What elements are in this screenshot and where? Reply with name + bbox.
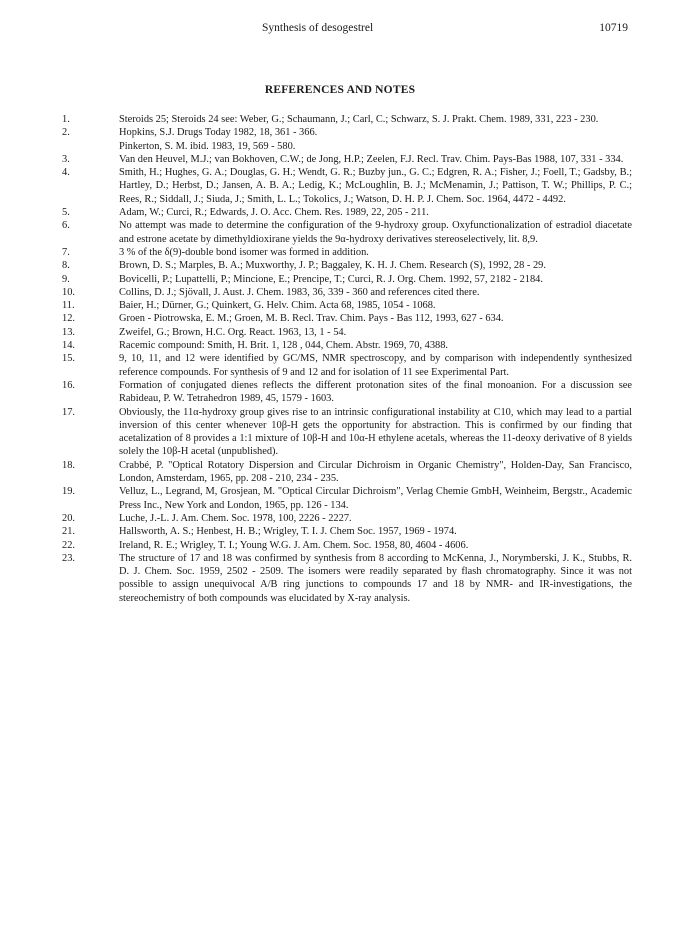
reference-number: 21.	[62, 526, 75, 538]
reference-number: 1.	[62, 114, 70, 125]
reference-text: Bovicelli, P.; Lupattelli, P.; Mincione, E.; Prencipe, T.; Curci, R. J. Org. Chem. 1992, 57, 2182 - 2184.	[119, 273, 543, 285]
reference-item	[62, 339, 632, 352]
reference-item	[62, 552, 632, 605]
reference-text: Hallsworth, A. S.; Henbest, H. B.; Wrigley, T. I. J. Chem Soc. 1957, 1969 - 1974.	[119, 526, 457, 538]
reference-item	[62, 459, 632, 486]
reference-item	[62, 219, 632, 246]
reference-number: 7.	[62, 246, 70, 258]
reference-number: 23.	[62, 552, 75, 564]
reference-text: Zweifel, G.; Brown, H.C. Org. React. 1963, 13, 1 - 54.	[119, 326, 347, 338]
reference-number: 8.	[62, 260, 70, 272]
reference-number: 5.	[62, 207, 70, 219]
reference-number: 11.	[62, 300, 75, 312]
reference-text: Luche, J.-L. J. Am. Chem. Soc. 1978, 100, 2226 - 2227.	[119, 512, 352, 524]
section-title: REFERENCES AND NOTES	[264, 84, 416, 96]
reference-item	[62, 259, 632, 272]
reference-item	[62, 379, 632, 406]
reference-text: No attempt was made to determine the configuration of the 9-hydroxy group. Oxyfunctionalization of estradiol diacetate and estrone acetate by dimethyldioxirane yields the 9α-hydroxy derivatives stereoselectively, lit. 8,9.	[119, 220, 632, 245]
reference-text: The structure of 17 and 18 was confirmed by synthesis from 8 according to McKenna, J., Norymberski, J. K., Stubbs, R. D. J. Chem. Soc. 1959, 2502 - 2509. The isomers were readily separated by flash chromatography. Since it was not possible to assign unequivocal A/B ring junctions to compounds 17 and 18 by NMR- and IR-investigations, the stereochemistry of both compounds was elucidated by X-ray analysis.	[119, 552, 632, 604]
reference-number: 9.	[62, 273, 70, 285]
reference-item	[62, 286, 632, 299]
reference-item	[62, 539, 632, 552]
reference-item	[62, 485, 632, 512]
reference-number: 16.	[62, 379, 75, 391]
reference-list	[62, 113, 632, 605]
reference-text: Steroids 25; Steroids 24 see: Weber, G.; Schaumann, J.; Carl, C.; Schwarz, S. J. Prakt. Chem. 1989, 331, 223 - 230.	[119, 114, 599, 125]
reference-number: 13.	[62, 326, 75, 338]
reference-item	[62, 525, 632, 538]
reference-item	[62, 326, 632, 339]
reference-number: 2.	[62, 127, 70, 139]
reference-text: Ireland, R. E.; Wrigley, T. I.; Young W.G. J. Am. Chem. Soc. 1958, 80, 4604 - 4606.	[119, 539, 469, 551]
reference-item	[62, 273, 632, 286]
reference-text: 3 % of the δ(9)-double bond isomer was formed in addition.	[119, 246, 369, 258]
reference-text: Collins, D. J.; Sjövall, J. Aust. J. Chem. 1983, 36, 339 - 360 and references cited there.	[119, 286, 480, 298]
reference-number: 10.	[62, 286, 75, 298]
reference-item	[62, 153, 632, 166]
reference-number: 18.	[62, 459, 75, 471]
reference-number: 4.	[62, 167, 70, 179]
reference-text: Adam, W.; Curci, R.; Edwards, J. O. Acc. Chem. Res. 1989, 22, 205 - 211.	[119, 207, 429, 219]
reference-item	[62, 206, 632, 219]
reference-text: Formation of conjugated dienes reflects the different protonation sites of the final monoanion. For a discussion see Rabideau, P. W. Tetrahedron 1989, 45, 1579 - 1603.	[119, 379, 632, 405]
reference-number: 12.	[62, 313, 75, 325]
reference-number: 19.	[62, 486, 75, 498]
reference-item	[62, 312, 632, 325]
reference-text: Obviously, the 11α-hydroxy group gives rise to an intrinsic configurational instability at C10, which may lead to a partial inversion of this center whenever 10β-H gets the opportunity for abstraction. This is confirmed by our finding that acetalization of 8 provides a 1:1 mixture of 10β-H and 10α-H ethylene acetals, whereas the 11-deoxy derivative of 8 yields solely the 10β-H acetal (unpublished).	[119, 406, 632, 458]
reference-text: Velluz, L., Legrand, M, Grosjean, M. "Optical Circular Dichroism", Verlag Chemie GmbH, Weinheim, Bergstr., Academic Press Inc., New York and London, 1965, pp. 126 - 134.	[119, 486, 632, 511]
reference-item	[62, 406, 632, 459]
reference-number: 15.	[62, 353, 75, 365]
running-title: Synthesis of desogestrel	[262, 22, 374, 34]
reference-text: Brown, D. S.; Marples, B. A.; Muxworthy, J. P.; Baggaley, K. H. J. Chem. Research (S), 1992, 28 - 29.	[119, 260, 546, 272]
reference-text: Hopkins, S.J. Drugs Today 1982, 18, 361 - 366. Pinkerton, S. M. ibid. 1983, 19, 569 - 580.	[119, 127, 318, 152]
page-number: 10719	[599, 22, 628, 34]
running-header	[0, 22, 680, 40]
reference-text: Baier, H.; Dürner, G.; Quinkert, G. Helv. Chim. Acta 68, 1985, 1054 - 1068.	[119, 300, 436, 312]
reference-text: 9, 10, 11, and 12 were identified by GC/MS, NMR spectroscopy, and by comparison with independently synthesized reference compounds. For synthesis of 9 and 12 and for isolation of 11 see Experimental Part.	[119, 353, 632, 378]
reference-item	[62, 113, 632, 126]
reference-item	[62, 126, 632, 153]
reference-item	[62, 246, 632, 259]
reference-number: 17.	[62, 406, 75, 418]
reference-item	[62, 166, 632, 206]
reference-text: Racemic compound: Smith, H. Brit. 1, 128 , 044, Chem. Abstr. 1969, 70, 4388.	[119, 340, 449, 352]
reference-number: 6.	[62, 220, 70, 232]
reference-item	[62, 352, 632, 379]
reference-text: Smith, H.; Hughes, G. A.; Douglas, G. H.; Wendt, G. R.; Buzby jun., G. C.; Edgren, R. A.; Fisher, J.; Foell, T.; Gadsby, B.; Hartley, D.; Herbst, D.; Jansen, A. B. A.; Ledig, K.; McLoughlin, B. J.; McMenamin, J.; Pattison, T. W.; Phillips, P. C.; Rees, R.; Siddall, J.; Siuda, J.; Smith, L. L.; Tokolics, J.; Watson, D. H. P. J. Chem. Soc. 1964, 4472 - 4492.	[119, 167, 632, 205]
reference-text: Van den Heuvel, M.J.; van Bokhoven, C.W.; de Jong, H.P.; Zeelen, F.J. Recl. Trav. Chim. Pays-Bas 1988, 107, 331 - 334.	[119, 153, 624, 165]
reference-text: Crabbé, P. "Optical Rotatory Dispersion and Circular Dichroism in Organic Chemistry", Holden-Day, San Francisco, London, Amsterdam, 1965, pp. 208 - 210, 234 - 235.	[119, 459, 632, 485]
reference-number: 14.	[62, 340, 75, 352]
reference-number: 22.	[62, 539, 75, 551]
reference-item	[62, 299, 632, 312]
reference-text: Groen - Piotrowska, E. M.; Groen, M. B. Recl. Trav. Chim. Pays - Bas 112, 1993, 627 - 634.	[119, 313, 504, 325]
reference-item	[62, 512, 632, 525]
reference-number: 3.	[62, 153, 70, 165]
reference-number: 20.	[62, 512, 75, 524]
